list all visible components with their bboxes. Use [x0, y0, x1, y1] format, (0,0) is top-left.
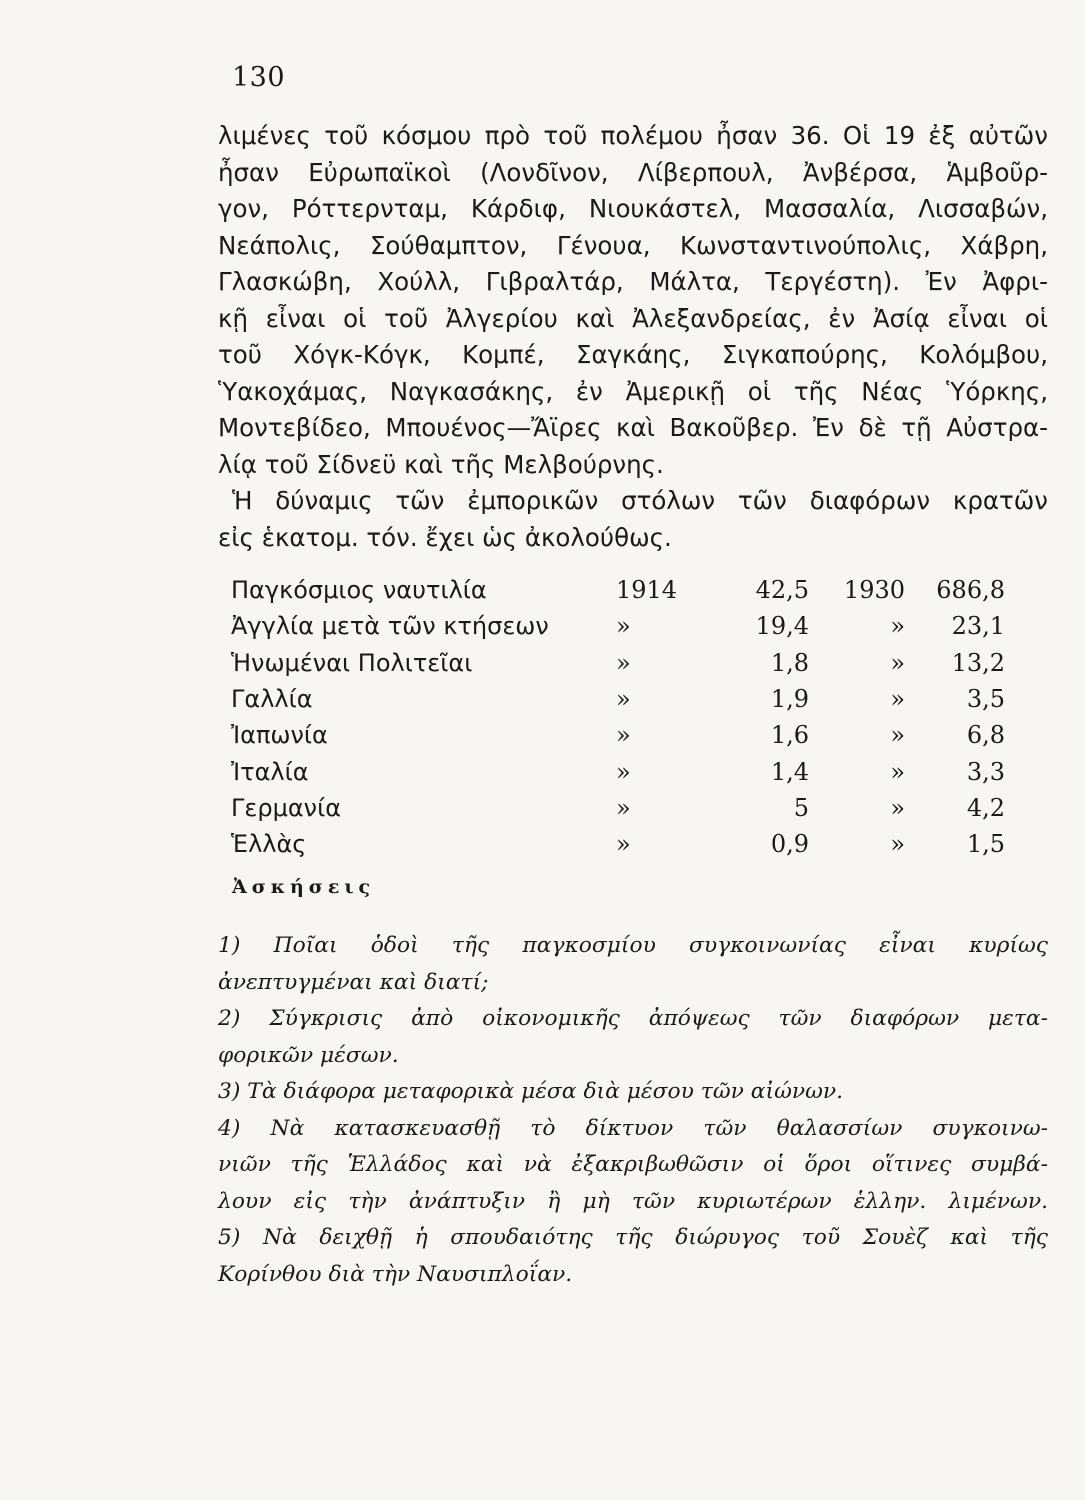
country-cell: Ἑλλὰς	[231, 830, 307, 859]
country-cell: Γερμανία	[231, 793, 342, 822]
value2-cell: 23,1	[951, 612, 1005, 641]
year2-cell: »	[890, 612, 905, 641]
year1-cell: »	[616, 648, 631, 677]
exercise-line: Κορίνθου διὰ τὴν Ναυσιπλοΐαν.	[218, 1261, 573, 1287]
exercise-line: 1) Ποῖαι ὁδοὶ τῆς παγκοσμίου συγκοινωνίας εἶναι κυρίως	[218, 933, 1048, 958]
table-row	[231, 790, 1009, 826]
value2-cell: 6,8	[966, 721, 1005, 750]
country-cell: Ἰταλία	[231, 757, 309, 786]
value1-cell: 1,6	[770, 721, 809, 750]
value2-cell: 13,2	[951, 648, 1005, 677]
value1-cell: 1,8	[770, 648, 809, 677]
paragraph-line: γον, Ρόττερνταμ, Κάρδιφ, Νιουκάστελ, Μασσαλία, Λισσαβών,	[218, 194, 1048, 223]
country-cell: Ἀγγλία μετὰ τῶν κτήσεων	[231, 612, 549, 641]
year1-cell: »	[616, 612, 631, 641]
table-row	[231, 608, 1009, 644]
year1-cell: »	[616, 830, 631, 859]
paragraph-line: Γλασκώβη, Χούλλ, Γιβραλτάρ, Μάλτα, Τεργέστη). Ἐν Ἀφρι-	[218, 267, 1048, 296]
exercise-line: νιῶν τῆς Ἑλλάδος καὶ νὰ ἐξακριβωθῶσιν οἱ ὅροι οἵτινες συμβά-	[218, 1152, 1048, 1177]
value1-cell: 0,9	[770, 830, 809, 859]
value2-cell: 3,3	[966, 757, 1005, 786]
exercise-line: ἀνεπτυγμέναι καὶ διατί;	[218, 969, 489, 995]
country-cell: Παγκόσμιος ναυτιλία	[231, 576, 487, 605]
exercises-list	[218, 928, 1048, 1293]
value1-cell: 1,9	[770, 685, 809, 714]
value2-cell: 3,5	[966, 685, 1005, 714]
paragraph-line: Ἡ δύναμις τῶν ἐμπορικῶν στόλων τῶν διαφόρων κρατῶν	[232, 486, 1048, 515]
paragraph-line: λίᾳ τοῦ Σίδνεϋ καὶ τῆς Μελβούρνης.	[218, 449, 664, 479]
table-row	[231, 717, 1009, 753]
value1-cell: 19,4	[755, 612, 809, 641]
paragraph-line: κῇ εἶναι οἱ τοῦ Ἀλγερίου καὶ Ἀλεξανδρείας, ἐν Ἀσίᾳ εἶναι οἱ	[218, 303, 1048, 333]
year1-cell: »	[616, 757, 631, 786]
paragraph-line: λιμένες τοῦ κόσμου πρὸ τοῦ πολέμου ἦσαν 36. Οἱ 19 ἐξ αὐτῶν	[218, 121, 1048, 150]
year2-cell: »	[890, 721, 905, 750]
table-row	[231, 645, 1009, 681]
paragraph-line: Μοντεβίδεο, Μπουένος—Ἄϊρες καὶ Βακοῦβερ. Ἐν δὲ τῇ Αὐστρα-	[218, 413, 1048, 442]
merchant-fleet-table	[231, 572, 1009, 862]
value2-cell: 4,2	[966, 793, 1005, 822]
year2-cell: »	[890, 685, 905, 714]
year1-cell: 1914	[616, 576, 678, 605]
paragraph-line: Ὑακοχάμας, Ναγκασάκης, ἐν Ἀμερικῇ οἱ τῆς Νέας Ὑόρκης,	[218, 376, 1048, 406]
value1-cell: 42,5	[755, 576, 809, 605]
year2-cell: 1930	[843, 576, 905, 605]
table-row	[231, 681, 1009, 717]
exercise-line: 5) Νὰ δειχθῇ ἡ σπουδαιότης τῆς διώρυγος τοῦ Σουὲζ καὶ τῆς	[218, 1225, 1048, 1250]
year1-cell: »	[616, 793, 631, 822]
table-row	[231, 753, 1009, 789]
year2-cell: »	[890, 757, 905, 786]
paragraph-line: Νεάπολις, Σούθαμπτον, Γένουα, Κωνσταντινούπολις, Χάβρη,	[218, 230, 1048, 260]
year2-cell: »	[890, 648, 905, 677]
year1-cell: »	[616, 685, 631, 714]
table-row	[231, 826, 1009, 862]
paragraph-line: εἰς ἑκατομ. τόν. ἔχει ὡς ἀκολούθως.	[218, 522, 672, 552]
value1-cell: 5	[793, 793, 809, 822]
exercise-line: λουν εἰς τὴν ἀνάπτυξιν ἢ μὴ τῶν κυριωτέρων ἑλλην. λιμένων.	[218, 1188, 1048, 1214]
exercise-line: φορικῶν μέσων.	[218, 1042, 399, 1068]
page-number: 130	[232, 62, 286, 93]
exercise-line: 4) Νὰ κατασκευασθῇ τὸ δίκτυον τῶν θαλασσίων συγκοινω-	[218, 1115, 1048, 1141]
year1-cell: »	[616, 721, 631, 750]
value1-cell: 1,4	[770, 757, 809, 786]
paragraph-line: τοῦ Χόγκ-Κόγκ, Κομπέ, Σαγκάης, Σιγκαπούρης, Κολόμβου,	[218, 340, 1048, 369]
paragraph-line: ἦσαν Εὐρωπαϊκοὶ (Λονδῖνον, Λίβερπουλ, Ἀνβέρσα, Ἁμβοῦρ-	[218, 157, 1048, 187]
country-cell: Ἡνωμέναι Πολιτεῖαι	[231, 648, 473, 677]
table-row	[231, 572, 1009, 608]
exercise-line: 2) Σύγκρισις ἀπὸ οἰκονομικῆς ἀπόψεως τῶν διαφόρων μετα-	[218, 1006, 1048, 1031]
body-paragraph	[218, 118, 1048, 556]
exercise-line: 3) Τὰ διάφορα μεταφορικὰ μέσα διὰ μέσου τῶν αἰώνων.	[218, 1079, 844, 1104]
year2-cell: »	[890, 830, 905, 859]
exercises-heading: Ἀσκήσεις	[232, 876, 376, 898]
country-cell: Γαλλία	[231, 685, 313, 714]
value2-cell: 1,5	[966, 830, 1005, 859]
country-cell: Ἰαπωνία	[231, 721, 328, 750]
year2-cell: »	[890, 793, 905, 822]
value2-cell: 686,8	[936, 576, 1005, 605]
